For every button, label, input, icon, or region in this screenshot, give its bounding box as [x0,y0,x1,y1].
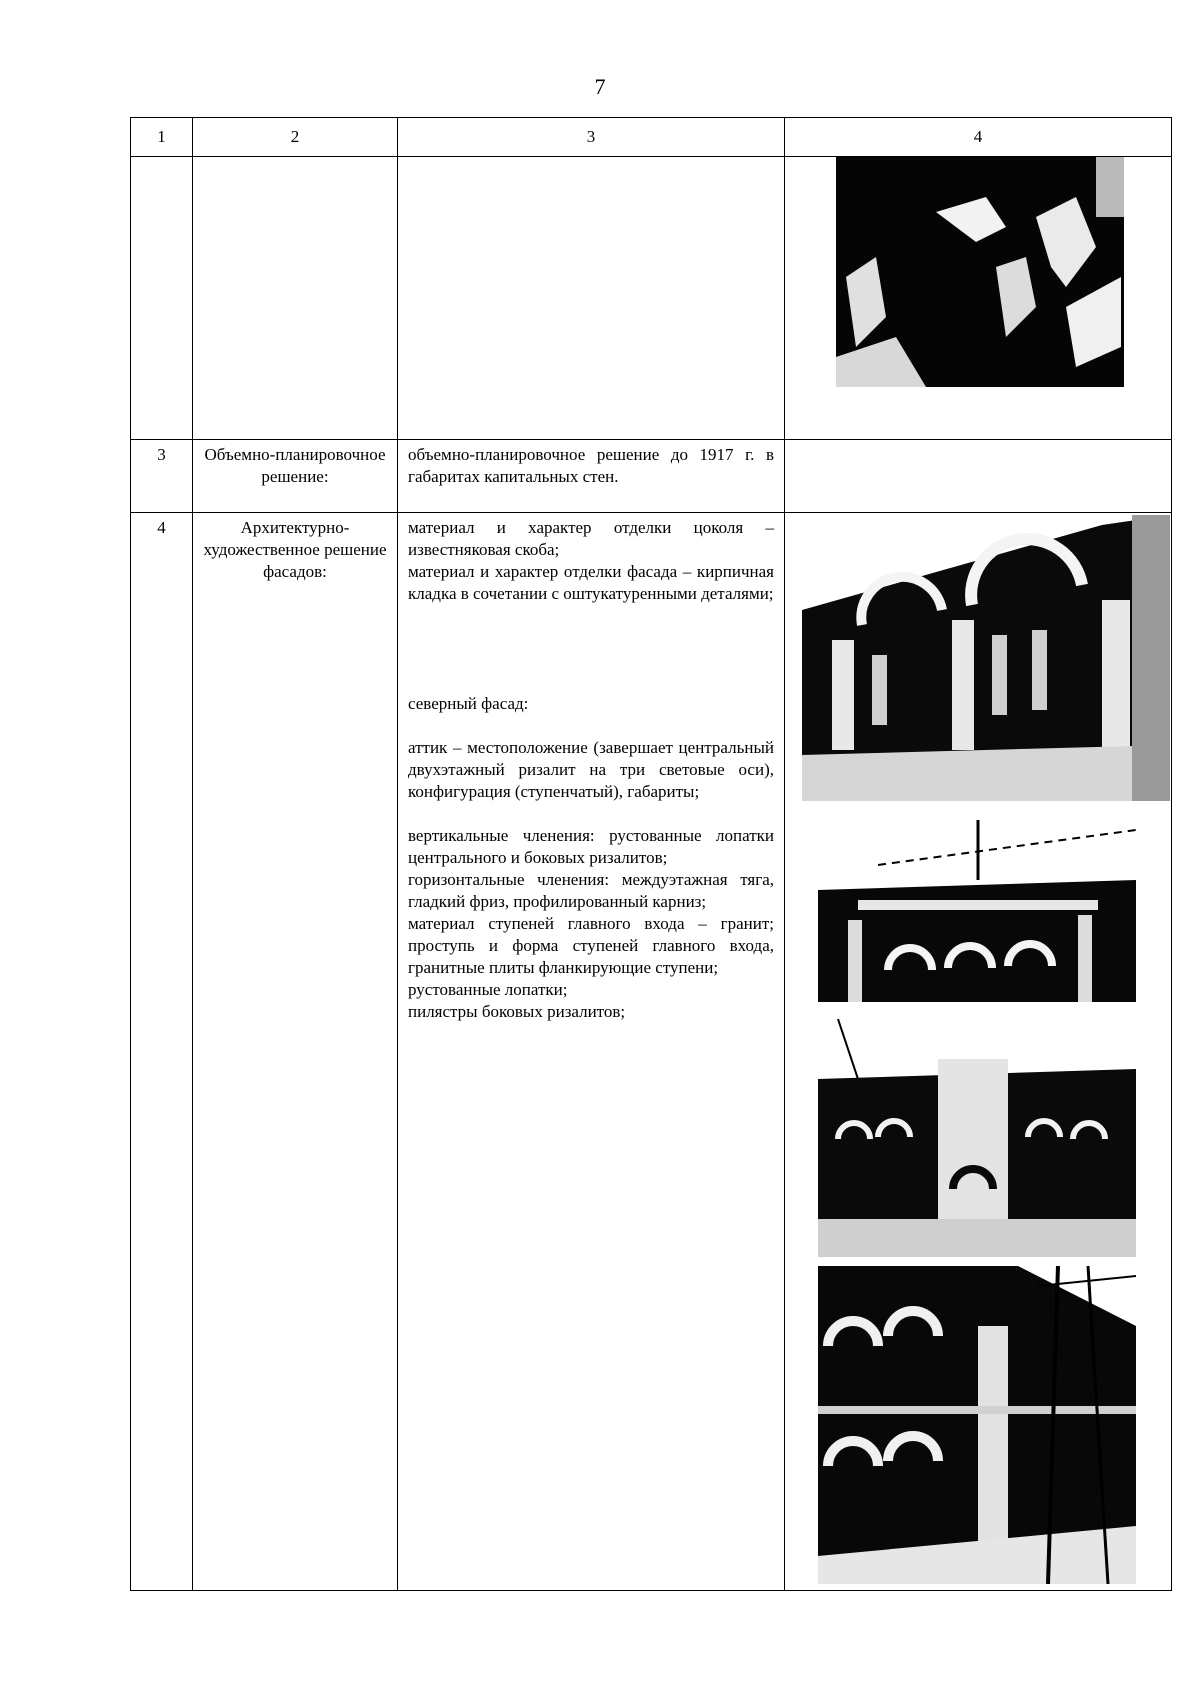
row-name: Архитектурно-художественное решение фасадов: [193,513,398,1591]
row-name [193,157,398,440]
facade-photo-2 [818,820,1136,1002]
table-header-row [131,118,1172,157]
description-line: пилястры боковых ризалитов; [408,1002,626,1021]
row-photo-cell [785,440,1172,513]
description-line: рустованные лопатки; [408,980,568,999]
row-number: 3 [131,440,193,513]
column-header: 3 [398,118,785,157]
row-number [131,157,193,440]
description-line: северный фасад: [408,694,529,713]
facade-photo-1 [802,515,1170,801]
column-header: 2 [193,118,398,157]
row-description [398,157,785,440]
column-header: 1 [131,118,193,157]
facade-photo-4 [818,1266,1136,1584]
description-line: материал и характер отделки цоколя – известняковая скоба; [408,518,774,559]
facade-photo-3 [818,1019,1136,1257]
row-number: 4 [131,513,193,1591]
interior-ruin-photo [836,157,1124,387]
description-line: материал и характер отделки фасада – кирпичная кладка в сочетании с оштукатуренными деталями; [408,562,774,603]
description-line: объемно-планировочное решение до 1917 г. в габаритах капитальных стен. [408,445,774,486]
table-row [131,440,1172,513]
description-line: материал ступеней главного входа – гранит; проступь и форма ступеней главного входа, гранитные плиты фланкирующие ступени; [408,914,774,977]
column-header: 4 [785,118,1172,157]
description-line: вертикальные членения: рустованные лопатки центрального и боковых ризалитов; [408,826,774,867]
row-name: Объемно-планировочное решение: [193,440,398,513]
row-description [398,513,785,1591]
description-line: горизонтальные членения: междуэтажная тяга, гладкий фриз, профилированный карниз; [408,870,774,911]
row-description [398,440,785,513]
description-line: аттик – местоположение (завершает центральный двухэтажный ризалит на три световые оси), конфигурация (ступенчатый), габариты; [408,738,774,801]
page-number: 7 [594,74,606,99]
